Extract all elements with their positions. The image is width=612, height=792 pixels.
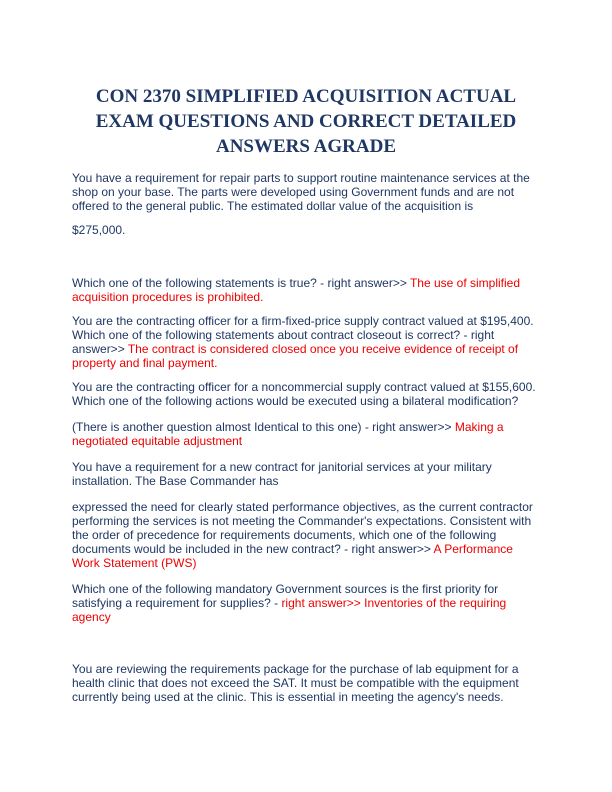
answer-text: Making a negotiated equitable adjustment <box>72 420 504 448</box>
paragraph-text: $275,000. <box>72 223 126 237</box>
question-requirements-documents <box>72 500 544 570</box>
paragraph-janitorial-services <box>72 460 544 488</box>
paragraph-lab-equipment <box>72 662 544 704</box>
question-contract-closeout <box>72 314 544 370</box>
answer-text: A Performance Work Statement (PWS) <box>72 542 513 570</box>
question-mandatory-sources <box>72 582 544 624</box>
question-simplified-procedures <box>72 276 544 304</box>
question-identical-note <box>72 420 544 448</box>
document-title: CON 2370 SIMPLIFIED ACQUISITION ACTUAL EXAM QUESTIONS AND CORRECT DETAILED ANSWERS AGRADE <box>95 86 517 157</box>
paragraph-text: You are reviewing the requirements package for the purchase of lab equipment for a health clinic that does not exceed the SAT. It must be compatible with the equipment currently being used at the clinic. This is essential in meeting the agency's needs. <box>72 662 519 704</box>
question-text: You are the contracting officer for a noncommercial supply contract valued at $155,600. Which one of the following actions would be executed using a bilateral modification? <box>72 380 536 408</box>
answer-text: The use of simplified acquisition procedures is prohibited. <box>72 276 521 304</box>
question-text: expressed the need for clearly stated performance objectives, as the current contractor performing the services is not meeting the Commander's expectations. Consistent with the order of precedence for requirements documents, which one of the following documents would be included in the new contract? - right answer>> <box>72 500 533 556</box>
paragraph-repair-parts <box>72 171 544 213</box>
question-text: Which one of the following statements is true? - right answer>> <box>72 276 410 290</box>
answer-text: right answer>> Inventories of the requiring agency <box>72 596 507 624</box>
question-text: (There is another question almost Identical to this one) - right answer>> <box>72 420 455 434</box>
answer-text: The contract is considered closed once you receive evidence of receipt of property and final payment. <box>72 342 519 370</box>
question-text: You are the contracting officer for a firm-fixed-price supply contract valued at $195,400. Which one of the following statements about contract closeout is correct? - right answer>> <box>72 314 534 356</box>
question-text: Which one of the following mandatory Government sources is the first priority for satisfying a requirement for supplies? - <box>72 582 499 610</box>
paragraph-text: You have a requirement for a new contract for janitorial services at your military installation. The Base Commander has <box>72 460 492 488</box>
paragraph-dollar-value <box>72 223 544 237</box>
question-bilateral-modification <box>72 380 544 408</box>
paragraph-text: You have a requirement for repair parts to support routine maintenance services at the shop on your base. The parts were developed using Government funds and are not offered to the general public. The estimated dollar value of the acquisition is <box>72 171 530 213</box>
